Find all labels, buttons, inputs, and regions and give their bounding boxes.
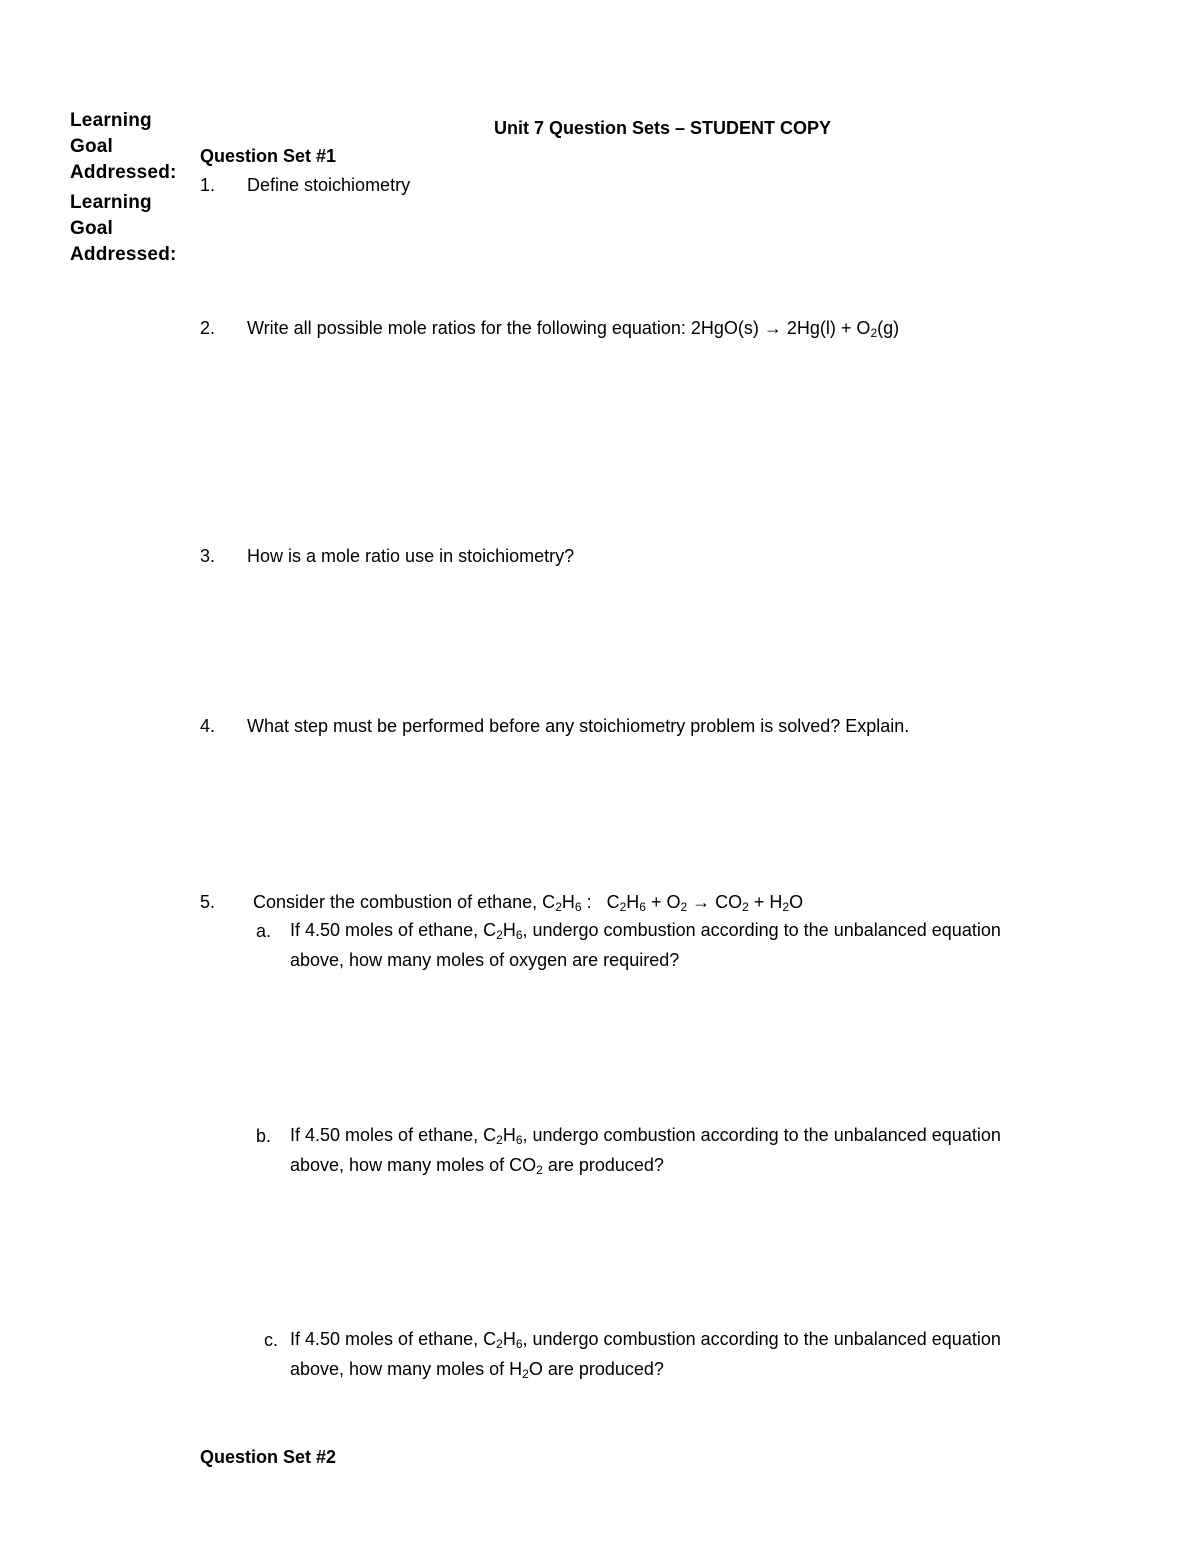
question-5-number: 5. xyxy=(200,892,216,912)
question-4-text: What step must be performed before any stoichiometry problem is solved? Explain. xyxy=(247,716,910,736)
part-b-line1-pre: If 4.50 moles of ethane, C xyxy=(290,1125,497,1145)
question-set-1-heading: Question Set #1 xyxy=(200,146,337,166)
part-a-text: If 4.50 moles of ethane, $C_2H_6$, undergo combustion according to the unbalanced equation above, how many moles of oxygen are required? xyxy=(290,915,1001,975)
learning-goal-label-2 xyxy=(70,190,177,268)
learning-goal-line: Learning xyxy=(70,192,152,213)
question-4-number: 4. xyxy=(200,716,216,736)
part-b-letter: b. xyxy=(256,1126,272,1146)
part-a-line1-pre: If 4.50 moles of ethane, C xyxy=(290,920,497,940)
part-a-line2: above, how many moles of oxygen are required? xyxy=(290,950,680,970)
learning-goal-line: Learning xyxy=(70,110,152,131)
question-2-main: Write all possible mole ratios for the following equation: 2HgO(s) → 2Hg(l) + O xyxy=(247,318,871,338)
learning-goal-line: Addressed: xyxy=(70,162,177,183)
question-2-text xyxy=(247,318,899,339)
question-3-number: 3. xyxy=(200,546,216,566)
question-1-number: 1. xyxy=(200,175,216,195)
question-2-number: 2. xyxy=(200,318,216,338)
part-b-line2-pre: above, how many moles of CO xyxy=(290,1155,537,1175)
question-5-intro: Consider the combustion of ethane, C xyxy=(253,892,556,912)
part-c-text: If 4.50 moles of ethane, $C_2H_6$, undergo combustion according to the unbalanced equation above, how many moles of $H_2O$ are produced? xyxy=(290,1329,1001,1381)
learning-goal-line: Addressed: xyxy=(70,244,177,265)
part-a-line1-post: , undergo combustion according to the unbalanced equation xyxy=(522,920,1001,940)
question-5-text: Consider the combustion of ethane, $C_2H_6$ : $C_2H_6 + O_2 \to CO_2 + H_2O$ xyxy=(253,892,804,914)
question-2-tail: (g) xyxy=(877,318,900,338)
part-b-line2-post: are produced? xyxy=(542,1155,664,1175)
part-c-line2-post: O are produced? xyxy=(528,1359,664,1379)
part-c-line2-pre: above, how many moles of H xyxy=(290,1359,523,1379)
question-set-2-heading: Question Set #2 xyxy=(200,1447,337,1467)
part-c-line1-post: , undergo combustion according to the unbalanced equation xyxy=(522,1329,1001,1349)
part-b-line1-post: , undergo combustion according to the unbalanced equation xyxy=(522,1125,1001,1145)
part-c-letter: c. xyxy=(264,1330,279,1350)
learning-goal-line: Goal xyxy=(70,218,114,239)
part-a-letter: a. xyxy=(256,921,272,941)
learning-goal-line: Goal xyxy=(70,136,114,157)
part-c-line1-pre: If 4.50 moles of ethane, C xyxy=(290,1329,497,1349)
subscript: 2 xyxy=(870,326,878,340)
question-3-text: How is a mole ratio use in stoichiometry? xyxy=(247,546,575,566)
question-1-text: Define stoichiometry xyxy=(247,175,411,195)
learning-goal-label-1 xyxy=(70,108,177,186)
document-title: Unit 7 Question Sets – STUDENT COPY xyxy=(494,118,832,138)
part-b-text: If 4.50 moles of ethane, $C_2H_6$, undergo combustion according to the unbalanced equation above, how many moles of $CO_2$ are produced? xyxy=(290,1125,1001,1177)
